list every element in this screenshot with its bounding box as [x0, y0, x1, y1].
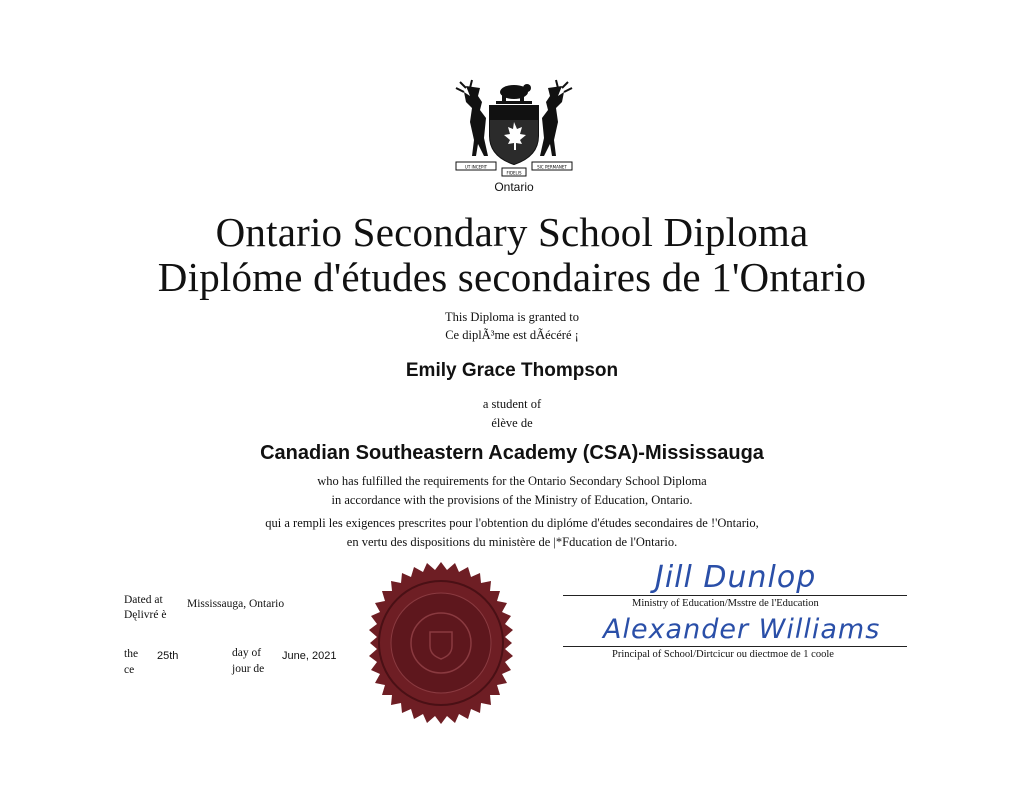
student-of-english: a student of — [482, 397, 542, 411]
principal-caption: Principal of School/Dirtcicur ou diectmoe de 1 coole — [612, 649, 834, 660]
motto-center: FIDELIS — [506, 170, 522, 176]
the-label-french: ce — [124, 664, 135, 676]
motto-left: UT INCEPIT — [464, 164, 488, 170]
dated-place: Mississauga, Ontario — [187, 598, 285, 610]
student-name: Emily Grace Thompson — [405, 360, 619, 381]
day-value: 25th — [157, 650, 179, 662]
month-year-value: June, 2021 — [282, 650, 337, 662]
body-line-2: in accordance with the provisions of the Ministry of Education, Ontario. — [331, 493, 693, 507]
ministry-caption: Ministry of Education/Msstre de l'Education — [632, 598, 819, 609]
body-line-4: en vertu des dispositions du ministère de |*Fducation de l'Ontario. — [346, 535, 678, 549]
crest-caption: Ontario — [494, 180, 534, 194]
body-line-3: qui a rempli les exigences prescrites pour l'obtention du diplóme d'études secondaires de !'Ontario, — [265, 516, 759, 530]
the-label-english: the — [124, 648, 139, 660]
dated-label-english: Dated at — [124, 594, 163, 606]
granted-english: This Diploma is granted to — [444, 310, 579, 324]
dated-label-french: Dęlivré è — [124, 609, 167, 621]
ministry-signature: Jill Dunlop — [655, 560, 817, 595]
principal-signature: Alexander Williams — [603, 614, 881, 645]
motto-right: SIC PERMANET — [537, 164, 567, 170]
day-of-label-english: day of — [232, 647, 262, 659]
student-of-french: élève de — [491, 416, 533, 430]
title-english: Ontario Secondary School Diploma — [215, 209, 809, 255]
school-name: Canadian Southeastern Academy (CSA)-Mississauga — [260, 442, 764, 464]
principal-signature-line — [563, 646, 907, 647]
wax-seal-icon — [358, 560, 524, 726]
ministry-signature-line — [563, 595, 907, 596]
ontario-coat-of-arms-icon — [452, 78, 576, 196]
day-of-label-french: jour de — [232, 663, 265, 675]
body-line-1: who has fulfilled the requirements for the Ontario Secondary School Diploma — [317, 474, 707, 488]
ontario-crest — [452, 78, 576, 196]
official-seal — [358, 560, 524, 726]
granted-french: Ce diplÃ³me est dÃécéré ¡ — [445, 328, 579, 342]
title-french: Diplóme d'études secondaires de 1'Ontario — [157, 254, 867, 300]
